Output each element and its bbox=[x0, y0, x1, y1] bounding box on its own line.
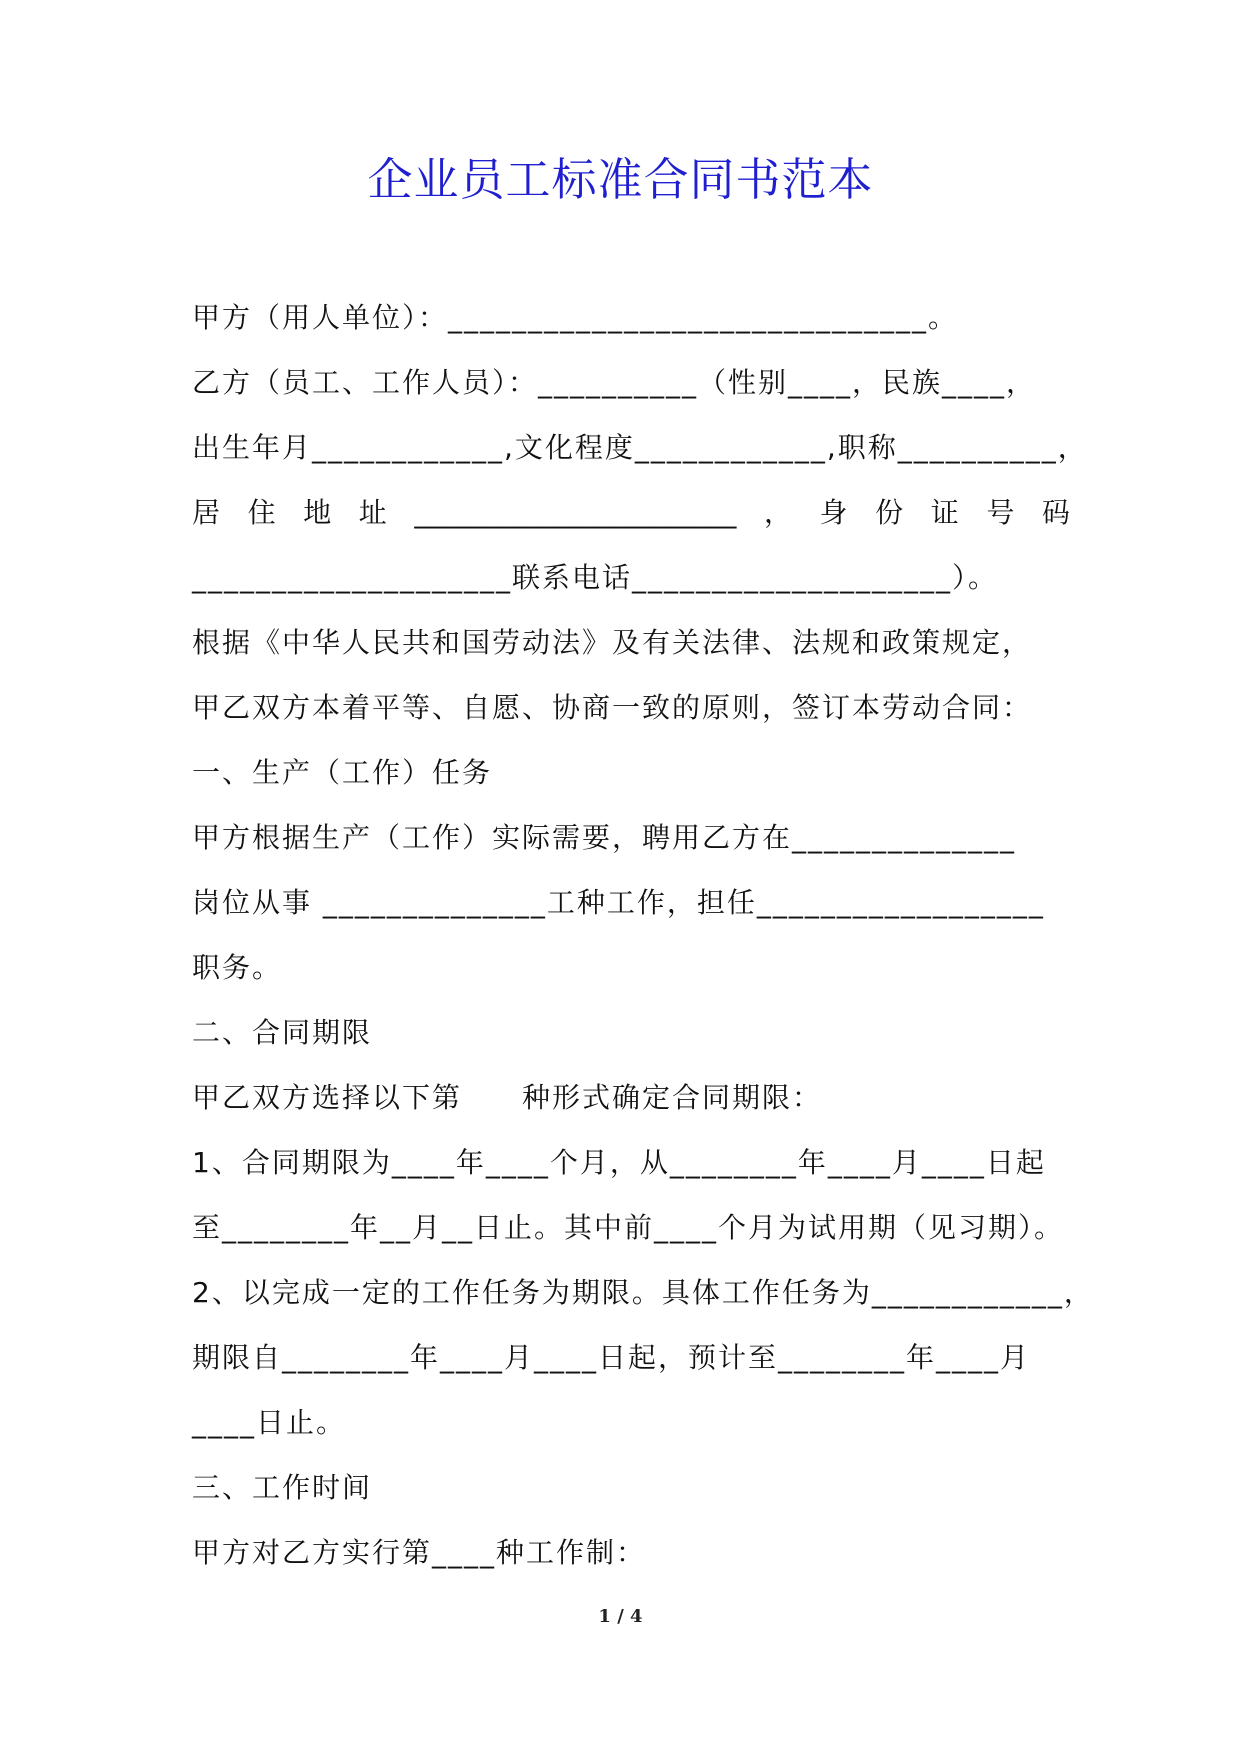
legal-basis-line: 根据《中华人民共和国劳动法》及有关法律、法规和政策规定， bbox=[192, 626, 1033, 659]
task-line-3: 职务。 bbox=[192, 951, 283, 984]
address-char: 居 bbox=[192, 496, 221, 529]
id-char: 身 bbox=[819, 496, 848, 529]
section-heading-1: 一、生产（工作）任务 bbox=[192, 756, 493, 789]
phone-line: ____________________联系电话____________________）。 bbox=[192, 561, 999, 594]
party-b-line: 乙方（员工、工作人员）：__________（性别____，民族____， bbox=[192, 366, 1037, 399]
section-heading-2: 二、合同期限 bbox=[192, 1016, 373, 1049]
task-line-1: 甲方根据生产（工作）实际需要，聘用乙方在______________ bbox=[192, 821, 1017, 854]
party-a-line: 甲方（用人单位）：______________________________。 bbox=[192, 301, 959, 334]
contract-body bbox=[192, 285, 1094, 1585]
id-char: 号 bbox=[986, 496, 1015, 529]
term-option-1-line-1: 1、合同期限为____年____个月，从________年____月____日起 bbox=[192, 1146, 1046, 1179]
id-char: 份 bbox=[875, 496, 904, 529]
address-blank: _______________________ bbox=[414, 496, 737, 529]
section-heading-3: 三、工作时间 bbox=[192, 1471, 373, 1504]
document-title: 企业员工标准合同书范本 bbox=[367, 153, 874, 206]
page-number: 1 / 4 bbox=[598, 1606, 643, 1627]
birth-education-line: 出生年月____________,文化程度____________,职称__________， bbox=[192, 431, 1088, 464]
term-option-2-line-3: ____日止。 bbox=[192, 1406, 347, 1439]
address-char: 址 bbox=[358, 496, 387, 529]
task-line-2: 岗位从事 ______________工种工作，担任__________________ bbox=[192, 886, 1045, 919]
term-choice-line: 甲乙双方选择以下第 种形式确定合同期限： bbox=[192, 1081, 823, 1114]
address-comma: ， bbox=[763, 496, 792, 529]
address-id-line bbox=[192, 480, 1070, 545]
address-char: 住 bbox=[247, 496, 276, 529]
work-system-line: 甲方对乙方实行第____种工作制： bbox=[192, 1536, 647, 1569]
principle-line: 甲乙双方本着平等、自愿、协商一致的原则，签订本劳动合同： bbox=[192, 691, 1033, 724]
term-option-2-line-2: 期限自________年____月____日起，预计至________年____月 bbox=[192, 1341, 1031, 1374]
id-char: 码 bbox=[1041, 496, 1070, 529]
id-char: 证 bbox=[930, 496, 959, 529]
term-option-2-line-1: 2、以完成一定的工作任务为期限。具体工作任务为____________， bbox=[192, 1276, 1094, 1309]
address-char: 地 bbox=[303, 496, 332, 529]
term-option-1-line-2: 至________年__月__日止。其中前____个月为试用期（见习期）。 bbox=[192, 1211, 1065, 1244]
